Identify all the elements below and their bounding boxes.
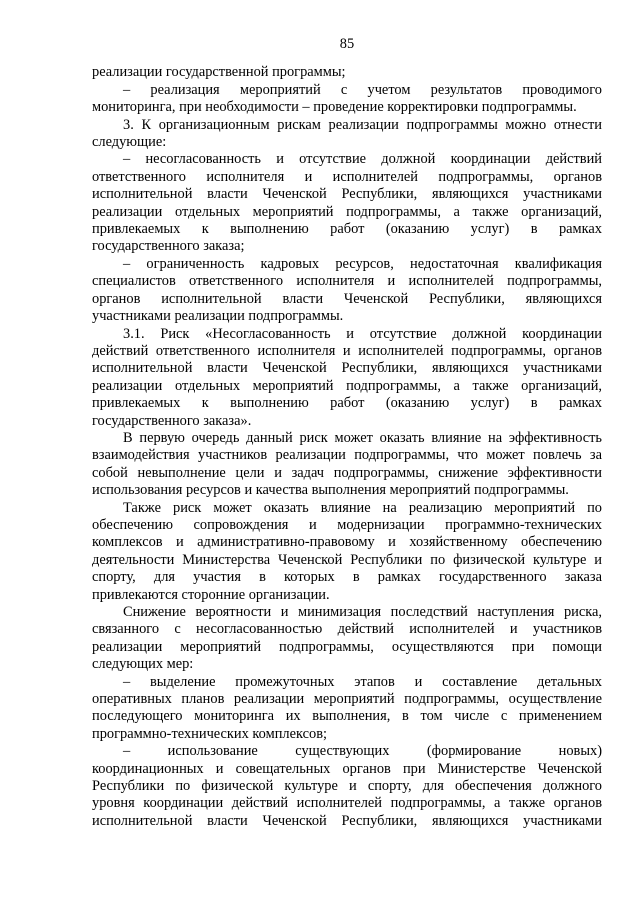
paragraph — [92, 151, 602, 255]
text-line: действий ответственного исполнителя и исполнителей подпрограммы, органов — [92, 342, 602, 359]
text-line: – ограниченность кадровых ресурсов, недостаточная квалификация — [123, 255, 602, 272]
paragraph — [92, 82, 602, 117]
text-line: 3.1. Риск «Несогласованность и отсутствие должной координации — [123, 325, 602, 342]
text-line: обеспечению сопровождения и модернизации программно-технических — [92, 516, 602, 533]
text-line: взаимодействия участников реализации подпрограммы, что может повлечь за — [92, 447, 602, 464]
paragraph — [92, 500, 602, 604]
text-line: программно-технических комплексов; — [92, 725, 327, 742]
text-line: В первую очередь данный риск может оказать влияние на эффективность — [123, 429, 602, 446]
text-line: реализации отдельных мероприятий подпрограммы, а также организаций, — [92, 377, 602, 394]
text-line: последующего мониторинга их выполнения, в том числе с применением — [92, 708, 602, 725]
text-line: оперативных планов реализации мероприятий подпрограммы, осуществление — [92, 691, 602, 708]
text-line: координационных и совещательных органов при Министерстве Чеченской — [92, 760, 602, 777]
paragraph — [92, 430, 602, 500]
text-line: реализации отдельных мероприятий подпрограммы, а также организаций, — [92, 203, 602, 220]
text-line: привлекаемых к выполнению работ (оказанию услуг) в рамках — [92, 395, 602, 412]
text-line: реализации государственной программы; — [92, 64, 346, 81]
text-line: Также риск может оказать влияние на реализацию мероприятий по — [123, 499, 602, 516]
text-line: специалистов ответственного исполнителя и исполнителей подпрограммы, — [92, 273, 602, 290]
text-line: следующих мер: — [92, 656, 194, 673]
paragraph — [92, 117, 602, 152]
text-line: связанного с несогласованностью действий исполнителей и участников — [92, 621, 602, 638]
text-line: использования ресурсов и качества выполнения мероприятий подпрограммы. — [92, 482, 569, 499]
paragraph — [92, 604, 602, 674]
paragraph — [92, 674, 602, 744]
text-line: Снижение вероятности и минимизация последствий наступления риска, — [123, 604, 602, 620]
text-line: исполнительной власти Чеченской Республики, являющихся участниками — [92, 360, 602, 377]
document-body — [92, 64, 602, 830]
text-line: 3. К организационным рискам реализации подпрограммы можно отнести — [123, 116, 602, 133]
text-line: мониторинга, при необходимости – проведение корректировки подпрограммы. — [92, 99, 577, 116]
text-line: исполнительной власти Чеченской Республики, являющихся участниками — [92, 186, 602, 203]
text-line: государственного заказа». — [92, 412, 252, 429]
text-line: деятельности Министерства Чеченской Республики по физической культуре и — [92, 551, 602, 568]
text-line: исполнительной власти Чеченской Республики, являющихся участниками — [92, 812, 602, 829]
text-line: государственного заказа; — [92, 238, 245, 255]
text-line: следующие: — [92, 134, 167, 151]
text-line: – несогласованность и отсутствие должной координации действий — [123, 151, 602, 168]
text-line: участниками реализации подпрограммы. — [92, 308, 344, 325]
text-line: ответственного исполнителя и исполнителей подпрограммы, органов — [92, 168, 602, 185]
text-line: органов исполнительной власти Чеченской Республики, являющихся — [92, 290, 602, 307]
text-line: привлекаются сторонние организации. — [92, 586, 330, 603]
paragraph — [92, 326, 602, 430]
text-line: Республики по физической культуре и спорту, для обеспечения должного — [92, 778, 602, 795]
paragraph — [92, 64, 602, 81]
text-line: – реализация мероприятий с учетом результатов проводимого — [123, 81, 602, 98]
page-number: 85 — [339, 36, 355, 52]
text-line: привлекаемых к выполнению работ (оказанию услуг) в рамках — [92, 221, 602, 238]
text-line: уровня координации действий исполнителей подпрограммы, а также органов — [92, 795, 602, 812]
text-line: спорту, для участия в которых в рамках государственного заказа — [92, 569, 602, 586]
paragraph — [92, 743, 602, 830]
text-line: реализации мероприятий подпрограммы, осуществляются при помощи — [92, 638, 602, 655]
text-line: собой невыполнение цели и задач подпрограммы, снижение эффективности — [92, 464, 602, 481]
text-line: – использование существующих (формирование новых) — [123, 743, 602, 760]
text-line: – выделение промежуточных этапов и составление детальных — [123, 673, 602, 690]
text-line: комплексов и административно-правовому и хозяйственному обеспечению — [92, 534, 602, 551]
document-page — [92, 36, 602, 830]
paragraph — [92, 256, 602, 326]
